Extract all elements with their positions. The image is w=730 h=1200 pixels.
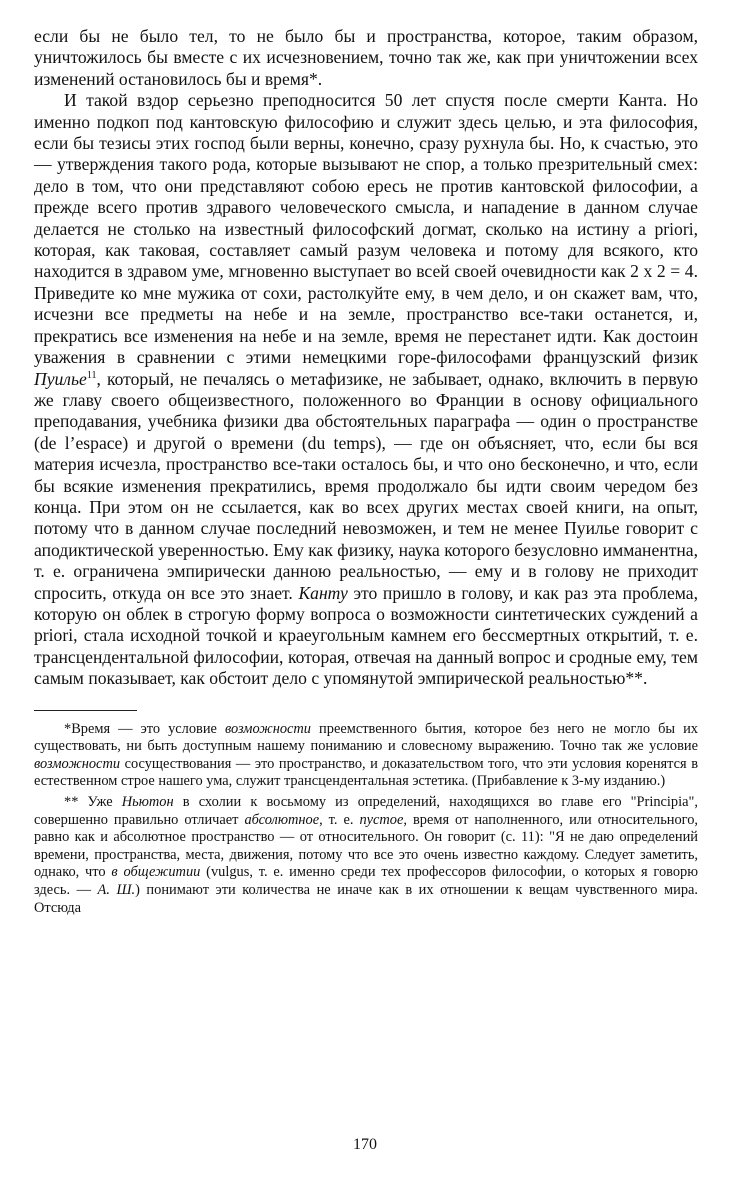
footnote-2-text: ** Уже bbox=[64, 793, 122, 810]
footnote-2-italic: абсолютное bbox=[244, 811, 320, 828]
paragraph-2-part-b: , который, не печалясь о метафизике, не забывает, однако, включить в первую же главу своего общеизвестного, положенного во Франции в основу официального преподавания, учебника физики два обстоятельных параграфа — один о пространстве (de l’espace) и другой о времени (du temps), — где он объясняет, что, если бы вся материя исчезла, пространство все-таки осталось бы, и что оно бесконечно, и что, если бы всякие изменения прекратились, время продолжало бы идти своим чередом без конца. При этом он не ссылается, как во всех других местах своей книги, на опыт, потому что в данном случае последний невозможен, и тем не менее Пуилье говорит с аподиктической уверенностью. Ему как физику, наука которого безусловно имманентна, т. е. ограничена эмпирически данною реальностью, — ему и в голову не приходит спросить, откуда он все это знает. bbox=[34, 368, 699, 603]
pouillet-name: Пуилье bbox=[34, 368, 87, 389]
footnotes bbox=[34, 721, 698, 918]
footnote-2-text: в схолии к восьмому из определений, находящихся во главе его "Principia", совершенно правильно отличает bbox=[34, 793, 698, 828]
footnote-divider bbox=[34, 710, 137, 711]
paragraph-2 bbox=[34, 90, 698, 689]
main-text bbox=[34, 26, 698, 690]
paragraph-2-part-a: И такой вздор серьезно преподносится 50 лет спустя после смерти Канта. Но именно подкоп под кантовскую философию и служит здесь целью, и эта философия, если бы тезисы этих господ были верны, конечно, сразу рухнула бы. Но, к счастью, это — утверждения такого рода, которые вызывают не спор, а только презрительный смех: дело в том, что они представляют собою ересь не против кантовской философии, а прежде всего против здравого человеческого смысла, и нападение в данном случае делается не столько на известный философский догмат, сколько на истину a priori, которая, как таковая, составляет самый разум человека и потому для всякого, кто находится в здравом уме, мгновенно выступает во всей своей очевидности как 2 х 2 = 4. Приведите ко мне мужика от сохи, растолкуйте ему, в чем дело, и он скажет вам, что, исчезни все предметы на небе и на земле, пространство все-таки останется, и, прекратись все изменения на небе и на земле, время не перестанет идти. Как достоин уважения в сравнении с этими немецкими горе-философами французский физик bbox=[34, 90, 698, 368]
footnote-2-text: ) понимают эти количества не иначе как в их отношении к вещам чувственного мира. Отсюда bbox=[34, 881, 698, 916]
footnote-2-italic: А. Ш. bbox=[97, 881, 136, 898]
footnote-1-text: *Время — это условие bbox=[64, 720, 225, 737]
footnote-2-italic: Ньютон bbox=[121, 793, 174, 810]
footnote-2-text: , т. е. bbox=[319, 811, 360, 828]
paragraph-2-part-c: это пришло в голову, и как раз эта проблема, которую он облек в строгую форму вопроса о возможности синтетических суждений a priori, стала исходной точкой и краеугольным камнем его бессмертных открытий, т. е. трансцендентальной философии, которая, отвечая на данный вопрос и сродные ему, тем самым показывает, как обстоит дело с упомянутой эмпирической реальностью**. bbox=[34, 582, 698, 689]
footnote-ref-11: 11 bbox=[86, 369, 97, 381]
footnote-1-text: преемственного бытия, которое без него не могло бы их существовать, ни быть доступным нашему пониманию и словесному выражению. Точно так же условие bbox=[34, 720, 698, 755]
paragraph-1: если бы не было тел, то не было бы и пространства, которое, таким образом, уничтожилось бы вместе с их исчезновением, точно так же, как при уничтожении всех изменений остановилось бы и время*. bbox=[34, 26, 698, 89]
kant-name: Канту bbox=[298, 582, 348, 603]
footnote-2-italic: пустое bbox=[359, 811, 404, 828]
footnote-2-text: (vulgus, т. е. именно среди тех профессоров философии, о которых я говорю здесь. — bbox=[34, 864, 698, 898]
footnote-1 bbox=[34, 721, 698, 791]
footnote-2-italic: в общежитии bbox=[111, 864, 201, 881]
footnote-2-text: , время от наполненного, или относительного, равно как и абсолютное пространство — от относительного. Он говорит (с. 11): "Я не даю определений времени, пространства, места, движения, потому что все это очень известно каждому. Следует заметить, однако, что bbox=[34, 811, 698, 881]
page-body bbox=[34, 26, 698, 917]
footnote-1-italic: возможности bbox=[34, 755, 121, 772]
page-number: 170 bbox=[353, 1136, 377, 1153]
footnote-1-text: сосуществования — это пространство, и доказательством того, что эти условия коренятся в естественном строе нашего ума, служит трансцендентальная эстетика. (Прибавление к 3-му изданию.) bbox=[34, 755, 698, 790]
footnote-2 bbox=[34, 794, 698, 917]
footnote-1-italic: возможности bbox=[224, 720, 312, 737]
